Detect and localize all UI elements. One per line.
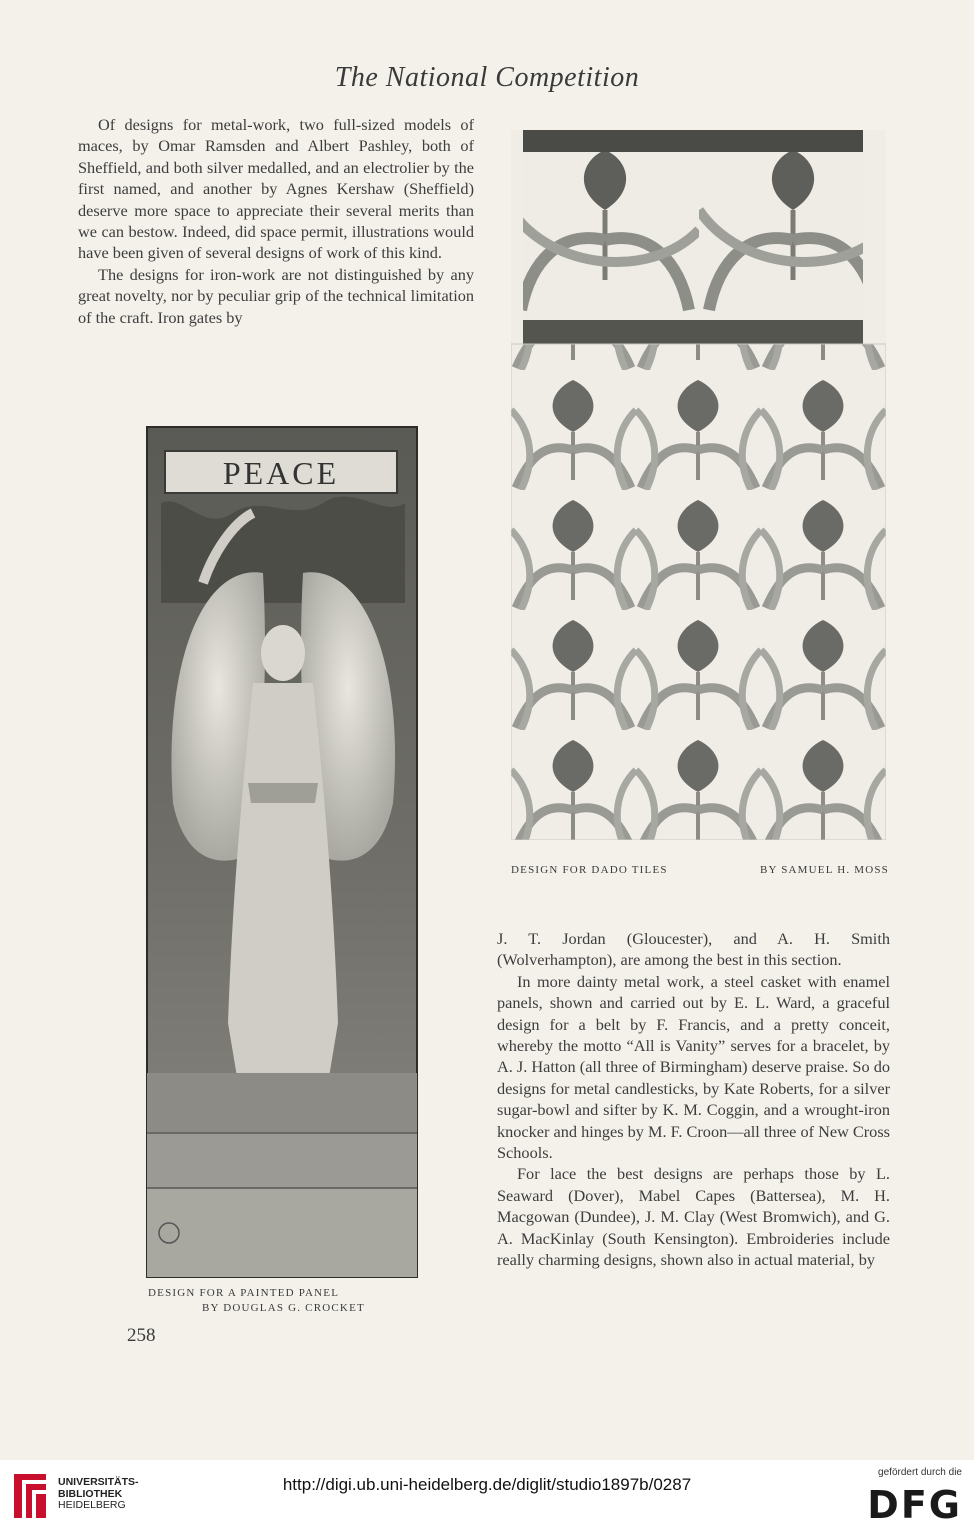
paragraph: For lace the best designs are perhaps those by L. Seaward (Dover), Mabel Capes (Battersea), M. H. Macgowan (Dundee), J. M. Clay (West Bromwich), and G. A. MacKinlay (South Kensington). Embroideries include really charming designs, shown also in actual material, by <box>497 1164 890 1270</box>
left-text-column <box>78 114 474 328</box>
dado-tiles-illustration <box>511 130 886 840</box>
right-text-column <box>497 928 890 1271</box>
page-number: 258 <box>127 1325 156 1346</box>
library-name-line: BIBLIOTHEK <box>58 1487 123 1500</box>
painted-panel-illustration <box>143 423 421 1281</box>
paragraph: The designs for iron-work are not distinguished by any great novelty, nor by peculiar grip of the technical limitation of the craft. Iron gates by <box>78 264 474 327</box>
funded-by-text: gefördert durch die <box>878 1467 962 1478</box>
panel-banner-text: PEACE <box>222 455 340 491</box>
running-title: The National Competition <box>334 62 640 93</box>
library-name-line: HEIDELBERG <box>58 1499 126 1511</box>
dfg-logo: DFG <box>867 1483 962 1527</box>
dado-tiles-caption <box>511 864 889 876</box>
source-url-link[interactable]: http://digi.ub.uni-heidelberg.de/diglit/studio1897b/0287 <box>282 1475 692 1494</box>
paragraph: In more dainty metal work, a steel casket with enamel panels, shown and carried out by E. L. Ward, a graceful design for a belt by F. Francis, and a pretty conceit, whereby the motto “All is Vanity” serves for a bracelet, by A. J. Hatton (all three of Birmingham) deserve praise. So do designs for metal candlesticks, by Kate Roberts, for a silver sugar-bowl and sifter by K. M. Coggin, and a wrought-iron knocker and hinges by M. F. Croon—all three of New Cross Schools. <box>497 971 890 1163</box>
library-name-line: UNIVERSITÄTS- <box>58 1476 139 1488</box>
digitization-footer <box>0 1460 974 1530</box>
caption-title: DESIGN FOR A PAINTED PANEL <box>148 1287 340 1299</box>
caption-title: DESIGN FOR DADO TILES <box>511 864 668 876</box>
paragraph: Of designs for metal-work, two full-sized models of maces, by Omar Ramsden and Albert Pashley, both of Sheffield, and both silver medalled, and an electrolier by the first named, and another by Agnes Kershaw (Sheffield) deserve more space to appreciate their several merits than we can bestow. Indeed, did space permit, illustrations would have been given of several designs of work of this kind. <box>78 115 474 263</box>
caption-credit: BY SAMUEL H. MOSS <box>760 864 889 876</box>
painted-panel-caption <box>148 1287 438 1314</box>
paragraph: J. T. Jordan (Gloucester), and A. H. Smith (Wolverhampton), are among the best in this section. <box>497 929 890 970</box>
caption-credit: BY DOUGLAS G. CROCKET <box>202 1302 365 1314</box>
